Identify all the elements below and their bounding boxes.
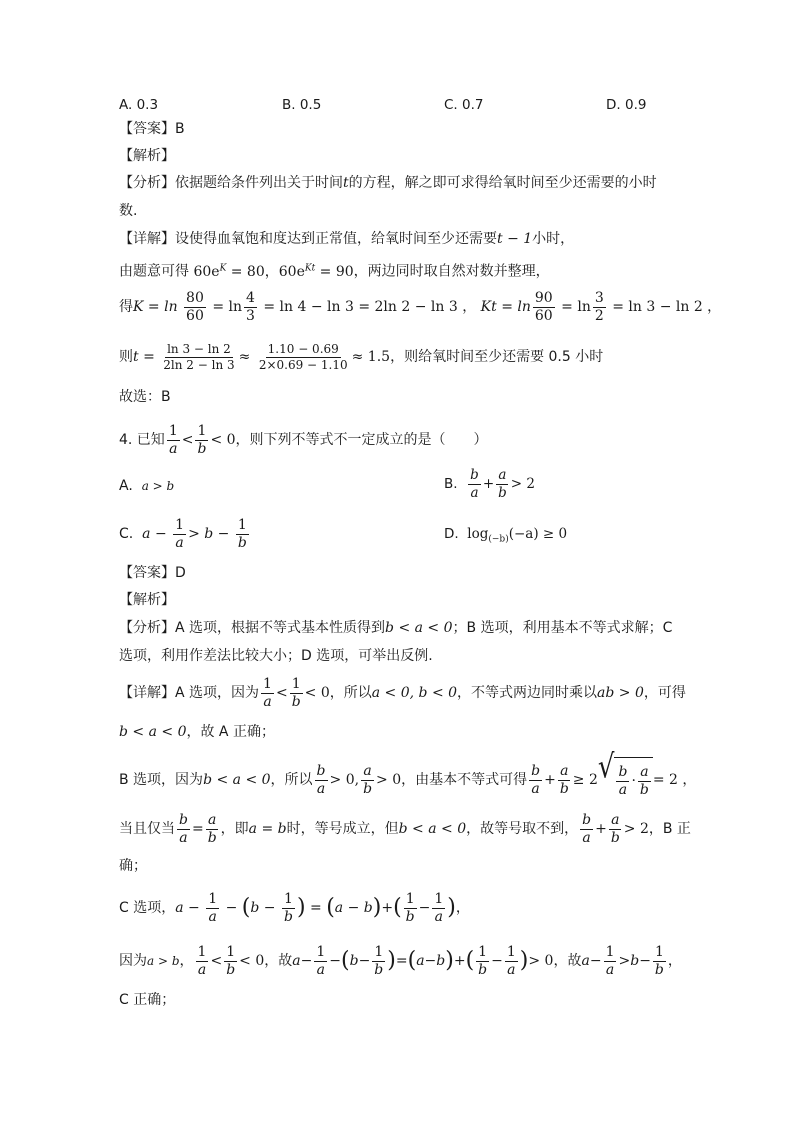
q4-stem: 4. 已知 $\frac{1}{a}$ < $\frac{1}{b}$ < 0，则下列不等式不一定成立的是（ ）	[119, 422, 488, 457]
q4-detail-b-2: 当且仅当 $\frac{b}{a}$ = $\frac{a}{b}$ ，即a = b时，等号成立，但b < a < 0，故等号取不到， $\frac{b}{a}$ + $\frac{a}{b}$ > 2，B 正	[119, 811, 691, 846]
q3-fenxi-cont: 数.	[119, 203, 138, 219]
q4-option-a: A. a > b	[119, 478, 175, 494]
q4-analysis-label: 【解析】	[119, 592, 175, 608]
q3-option-d: D. 0.9	[606, 97, 647, 113]
q4-option-b: B. $\frac{b}{a}$ + $\frac{a}{b}$ > 2	[444, 467, 535, 501]
q4-fenxi: 【分析】A 选项，根据不等式基本性质得到b < a < 0；B 选项，利用基本不等式求解；C	[119, 620, 673, 636]
q4-option-c: C. a − $\frac{1}{a}$ > b − $\frac{1}{b}$	[119, 516, 247, 551]
q4-fenxi-cont: 选项，利用作差法比较大小；D 选项，可举出反例.	[119, 648, 433, 664]
q4-detail-c: C 选项，a − $\frac{1}{a}$ − (b − $\frac{1}{b}$ ) = (a − b)+( $\frac{1}{b}$ − $\frac{1}{a}$ )，	[119, 890, 470, 925]
q4-option-d: D. $\log_{(-b)}(-a) \ge 0$	[444, 526, 568, 545]
q3-option-b: B. 0.5	[282, 97, 322, 113]
q4-detail-a: 【详解】A 选项，因为 $\frac{1}{a}$ < $\frac{1}{b}$ < 0，所以a < 0, b < 0，不等式两边同时乘以ab > 0，可得	[119, 675, 686, 710]
q3-detail-1: 【详解】设使得血氧饱和度达到正常值，给氧时间至少还需要t − 1小时，	[119, 231, 575, 247]
q3-fenxi: 【分析】依据题给条件列出关于时间t的方程，解之即可求得给氧时间至少还需要的小时	[119, 175, 657, 191]
q4-detail-b-3: 确；	[119, 858, 147, 874]
q3-choose: 故选：B	[119, 389, 171, 405]
q4-detail-a-cont: b < a < 0，故 A 正确；	[119, 724, 275, 740]
q4-answer: 【答案】D	[119, 565, 186, 581]
q3-answer: 【答案】B	[119, 121, 185, 137]
q4-detail-c-3: C 正确；	[119, 992, 176, 1008]
q3-detail-4: 则t = $\frac{\ln 3 - \ln 2}{2\ln 2 - \ln 3}$ ≈ $\frac{1.10 - 0.69}{2\times 0.69 - 1.10}$ ≈ 1.5，则给氧时间至少还需要 0.5 小时	[119, 341, 604, 372]
q3-analysis-label: 【解析】	[119, 148, 175, 164]
q3-option-c: C. 0.7	[444, 97, 484, 113]
q4-detail-b: B 选项，因为b < a < 0，所以 $\frac{b}{a}$ > 0, $\frac{a}{b}$ > 0，由基本不等式可得 $\frac{b}{a}$ + $\frac{a}{b}$ ≥ 2 √ $\frac{b}{a}$ · $\frac{a}{b}$ = 2 ，	[119, 757, 696, 803]
q3-option-a: A. 0.3	[119, 97, 159, 113]
q3-detail-3: 得K = ln $\frac{80}{60}$ = ln $\frac{4}{3}$ = ln 4 − ln 3 = 2ln 2 − ln 3 ， Kt = ln $\frac{90}{60}$ = ln $\frac{3}{2}$ = ln 3 − ln 2 ，	[119, 289, 722, 324]
q4-detail-c-2: 因为a > b， $\frac{1}{a}$ < $\frac{1}{b}$ < 0，故a− $\frac{1}{a}$ −(b− $\frac{1}{b}$ )=(a−b)+( $\frac{1}{b}$ − $\frac{1}{a}$ )> 0，故a− $\frac{1}{a}$ >b− $\frac{1}{b}$ ，	[119, 943, 682, 978]
q3-detail-2: 由题意可得 $60e^K = 80$，$60e^{Kt} = 90$，两边同时取自然对数并整理，	[119, 263, 550, 280]
